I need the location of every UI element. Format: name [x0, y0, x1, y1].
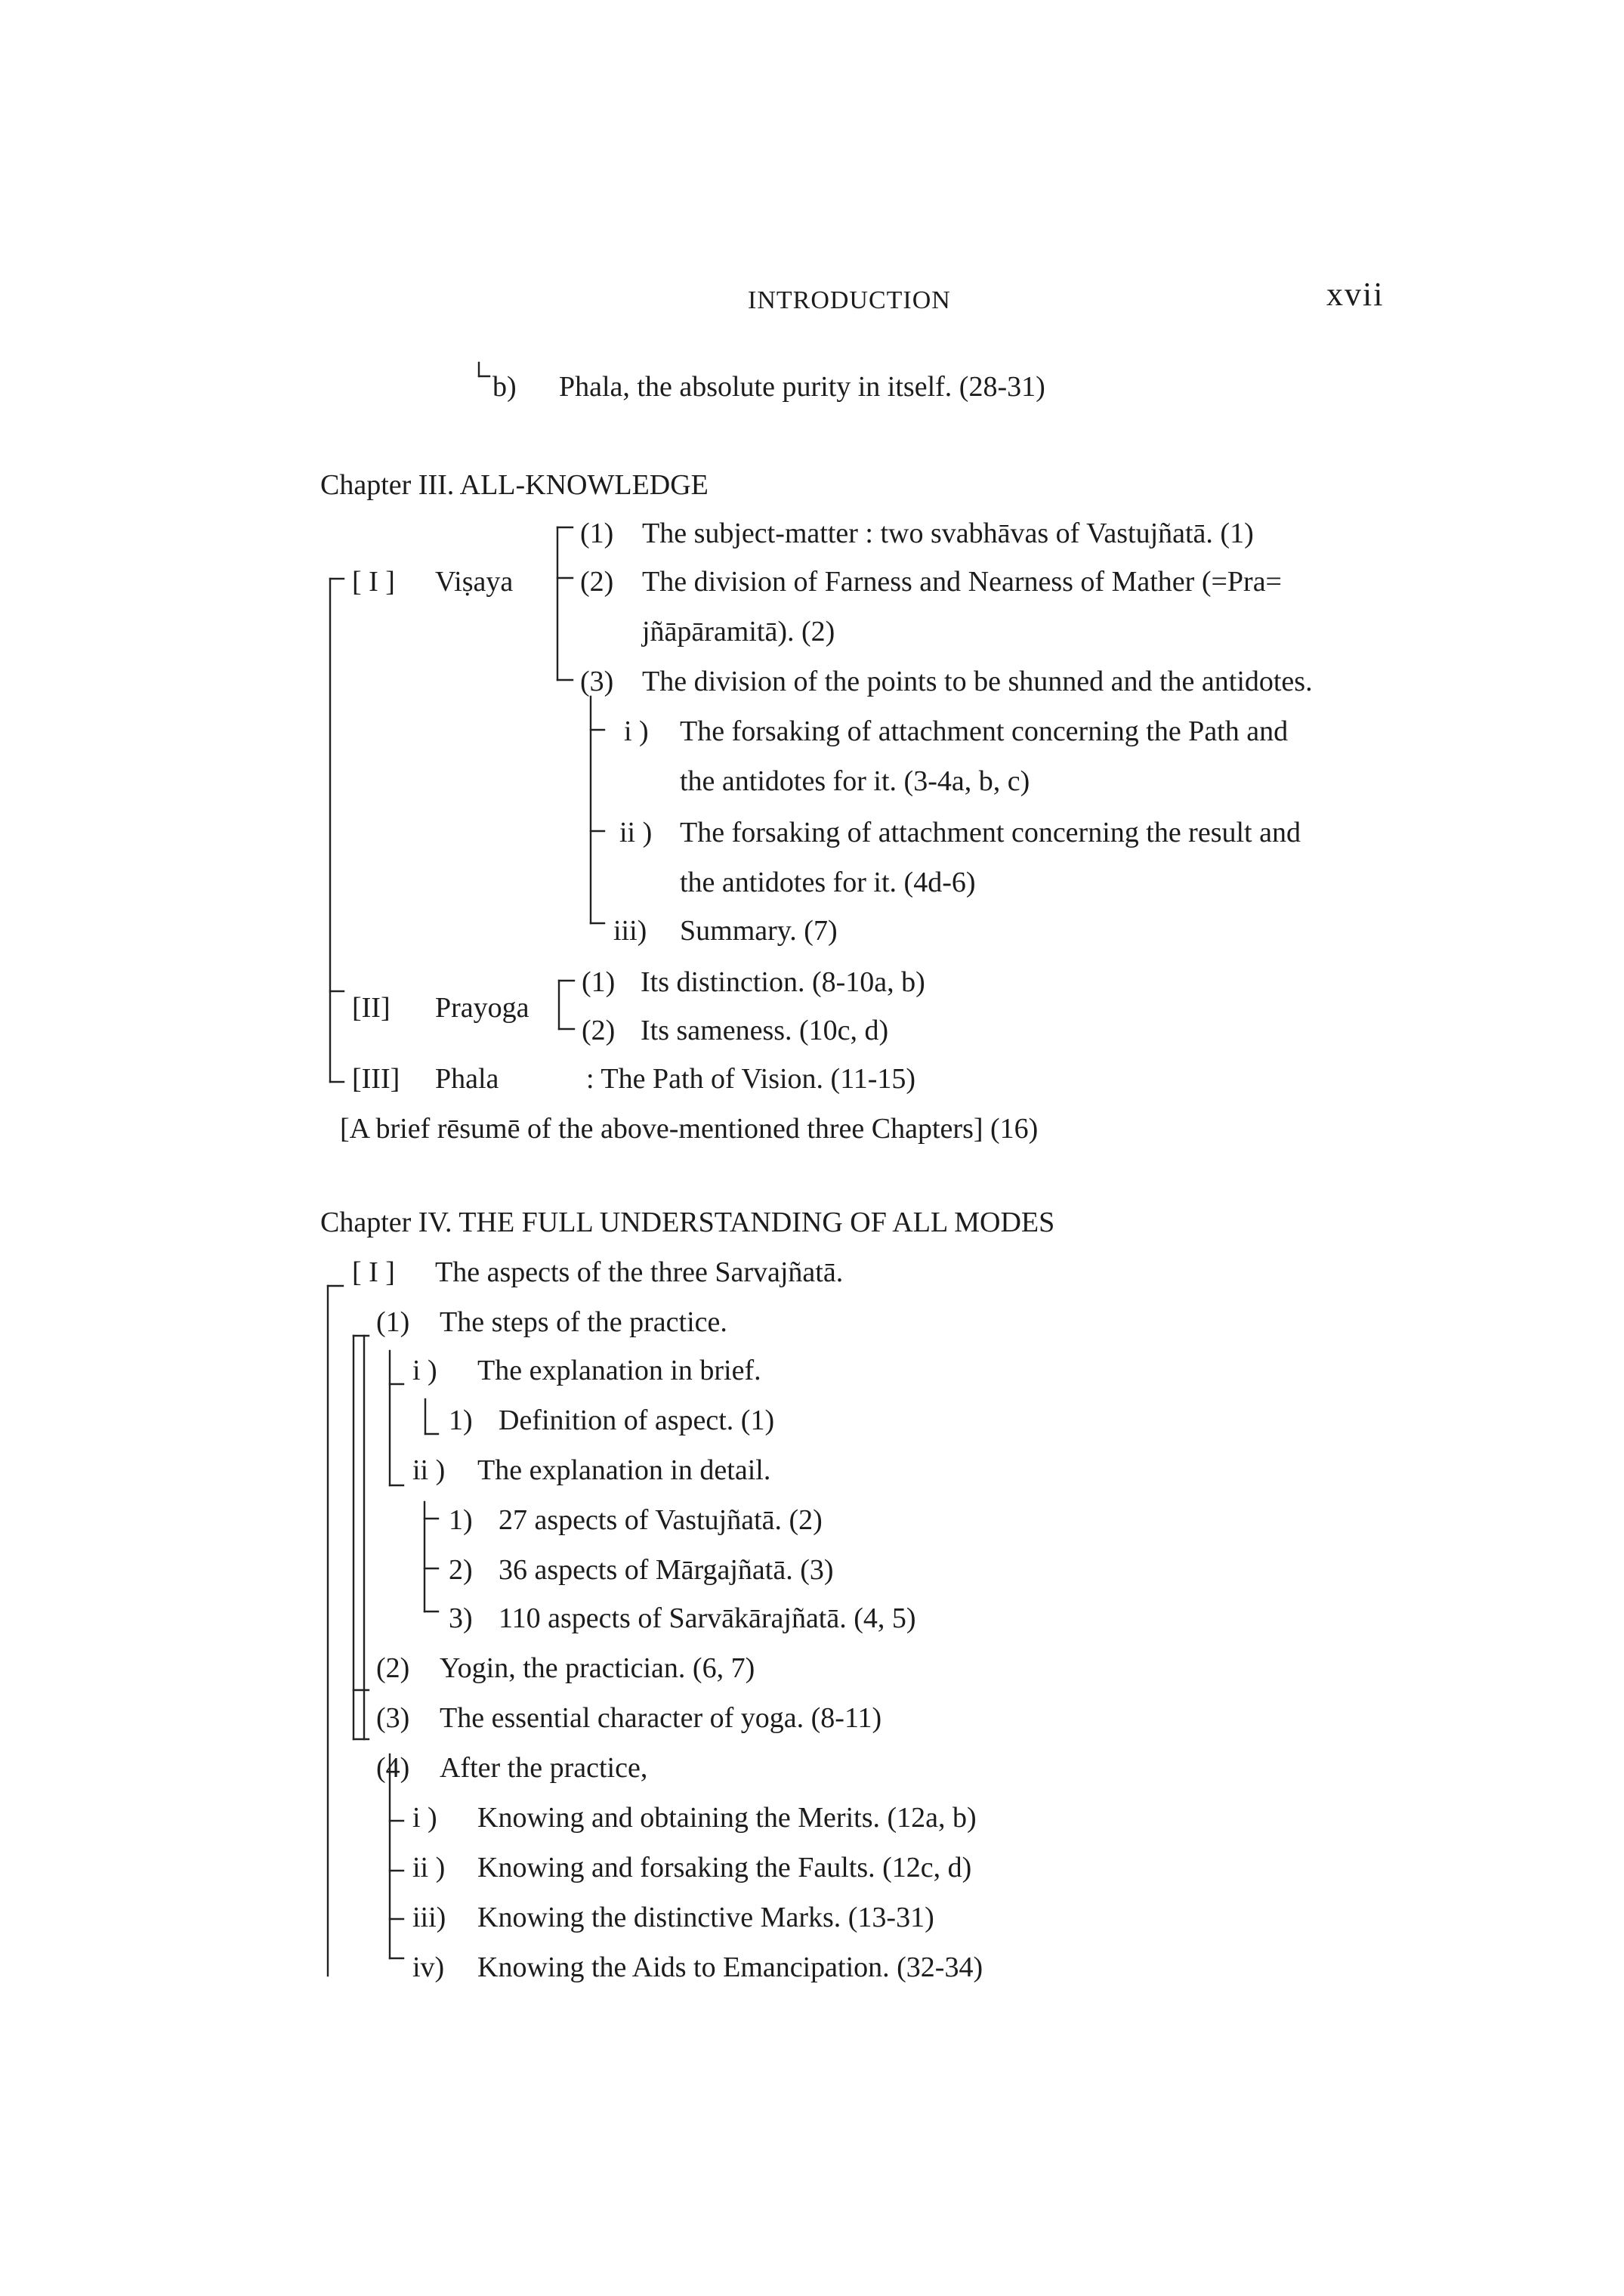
subsubitem-text: 110 aspects of Sarvākārajñatā. (4, 5) [499, 1602, 916, 1634]
item-label: (3) [376, 1702, 410, 1734]
subitem-text: The forsaking of attachment concerning the result and [680, 817, 1301, 848]
item-label: (1) [580, 518, 614, 549]
section-number: [ I ] [352, 566, 395, 598]
item-label: (3) [580, 666, 614, 697]
subitem-text: Knowing the Aids to Emancipation. (32-34) [477, 1951, 983, 1983]
running-header: INTRODUCTION [748, 286, 951, 314]
section-title: The aspects of the three Sarvajñatā. [435, 1256, 844, 1288]
subitem-text: The explanation in brief. [477, 1355, 761, 1386]
subsubitem-text: Definition of aspect. (1) [499, 1404, 775, 1436]
subsubitem-label: 1) [449, 1404, 473, 1436]
section-text: : The Path of Vision. (11-15) [586, 1063, 916, 1095]
subitem-label: iv) [412, 1951, 445, 1983]
carryover-label: b) [492, 371, 517, 403]
item-text: Yogin, the practician. (6, 7) [440, 1652, 755, 1684]
carryover-text: Phala, the absolute purity in itself. (28-31) [559, 371, 1045, 403]
subitem-text: Knowing and obtaining the Merits. (12a, b) [477, 1802, 977, 1834]
resume-note: [A brief rēsumē of the above-mentioned three Chapters] (16) [340, 1113, 1039, 1145]
item-text: The division of Farness and Nearness of Mather (=Pra= [642, 566, 1282, 598]
subitem-label: iii) [412, 1902, 446, 1933]
subitem-text: Summary. (7) [680, 915, 838, 947]
item-label: (2) [376, 1652, 410, 1684]
subitem-text: The explanation in detail. [477, 1454, 771, 1486]
item-text-continued: jñāpāramitā). (2) [642, 616, 835, 647]
item-label: (1) [582, 966, 616, 998]
item-text: Its distinction. (8-10a, b) [641, 966, 925, 998]
page-number: xvii [1326, 276, 1385, 313]
subitem-text-continued: the antidotes for it. (4d-6) [680, 867, 976, 898]
subsubitem-label: 1) [449, 1504, 473, 1536]
subsubitem-label: 3) [449, 1602, 473, 1634]
section-title: Prayoga [435, 992, 529, 1024]
subitem-text: The forsaking of attachment concerning the Path and [680, 715, 1289, 747]
section-title: Viṣaya [435, 566, 514, 598]
item-text: The essential character of yoga. (8-11) [440, 1702, 882, 1734]
section-number: [III] [352, 1063, 400, 1095]
subitem-text: Knowing and forsaking the Faults. (12c, d) [477, 1852, 972, 1883]
item-label: (2) [580, 566, 614, 598]
subitem-label: ii ) [412, 1852, 446, 1883]
subsubitem-text: 27 aspects of Vastujñatā. (2) [499, 1504, 823, 1536]
subitem-label: ii ) [619, 817, 653, 848]
subitem-label: ii ) [412, 1454, 446, 1486]
item-label: (2) [582, 1015, 616, 1046]
subitem-label: i ) [624, 715, 649, 747]
section-number: [ I ] [352, 1256, 395, 1288]
item-label: (1) [376, 1306, 410, 1338]
chapter-4-title: Chapter IV. THE FULL UNDERSTANDING OF ALL MODES [320, 1207, 1055, 1238]
subitem-text: Knowing the distinctive Marks. (13-31) [477, 1902, 934, 1933]
subitem-label: iii) [613, 915, 647, 947]
subitem-label: i ) [412, 1802, 437, 1834]
item-label: (4) [376, 1752, 410, 1784]
section-title: Phala [435, 1063, 499, 1095]
item-text: The steps of the practice. [440, 1306, 727, 1338]
chapter-3-title: Chapter III. ALL-KNOWLEDGE [320, 469, 709, 501]
section-number: [II] [352, 992, 391, 1024]
subitem-label: i ) [412, 1355, 437, 1386]
item-text: The division of the points to be shunned and the antidotes. [642, 666, 1313, 697]
item-text: After the practice, [440, 1752, 648, 1784]
item-text: Its sameness. (10c, d) [641, 1015, 889, 1046]
item-text: The subject-matter : two svabhāvas of Vastujñatā. (1) [642, 518, 1254, 549]
subsubitem-text: 36 aspects of Mārgajñatā. (3) [499, 1554, 834, 1586]
subsubitem-label: 2) [449, 1554, 473, 1586]
subitem-text-continued: the antidotes for it. (3-4a, b, c) [680, 765, 1030, 797]
